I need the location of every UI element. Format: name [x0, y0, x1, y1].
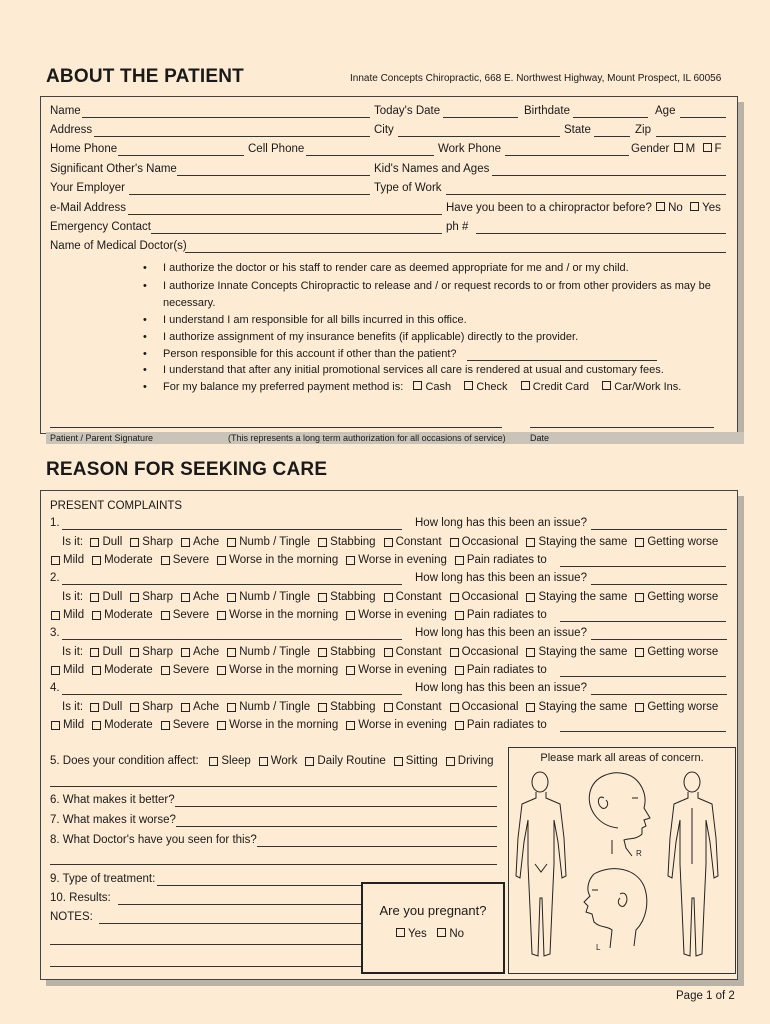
clinic-address: Innate Concepts Chiropractic, 668 E. Northwest Highway, Mount Prospect, IL 60056 [350, 73, 722, 84]
back-body-figure [668, 772, 718, 956]
ph-field[interactable] [476, 233, 726, 234]
severity-row: Mild Moderate Severe Worse in the morning Worse in evening Pain radiates to [50, 719, 554, 731]
cell-phone-field[interactable] [306, 155, 434, 156]
severity-checkbox[interactable] [455, 611, 464, 620]
emergency-field[interactable] [151, 233, 442, 234]
severity-checkbox[interactable] [51, 666, 60, 675]
city-field[interactable] [398, 136, 560, 137]
affect-driving-checkbox[interactable] [446, 757, 455, 766]
complaint-field[interactable] [62, 584, 402, 585]
todays-date-label: Today's Date [374, 105, 441, 117]
quality-checkbox[interactable] [318, 593, 327, 602]
affect-sitting-checkbox[interactable] [394, 757, 403, 766]
severity-checkbox[interactable] [51, 611, 60, 620]
quality-checkbox[interactable] [181, 593, 190, 602]
front-body-figure [516, 772, 566, 956]
present-complaints-label: PRESENT COMPLAINTS [50, 500, 183, 512]
severity-checkbox[interactable] [51, 721, 60, 730]
better-field[interactable] [175, 806, 497, 807]
how-long-field[interactable] [591, 694, 727, 695]
complaint-number: 1. [50, 517, 60, 529]
signature-note: (This represents a long term authorization for all occasions of service) [228, 433, 506, 443]
how-long-label: How long has this been an issue? [415, 682, 587, 694]
mark-areas-label: Please mark all areas of concern. [540, 752, 704, 764]
worse-label: 7. What makes it worse? [50, 814, 176, 826]
quality-checkbox[interactable] [318, 538, 327, 547]
results-label: 10. Results: [50, 892, 111, 904]
quality-checkbox[interactable] [318, 648, 327, 657]
notes-field[interactable] [99, 923, 361, 924]
quality-checkbox[interactable] [450, 648, 459, 657]
severity-checkbox[interactable] [92, 556, 101, 565]
quality-row: Is it: Dull Sharp Ache Numb / Tingle Stabbing Constant Occasional Staying the same Getting worse [62, 701, 719, 713]
todays-date-field[interactable] [443, 117, 518, 118]
quality-checkbox[interactable] [526, 593, 535, 602]
pregnant-question: Are you pregnant? [379, 903, 487, 918]
complaint-field[interactable] [62, 694, 402, 695]
how-long-field[interactable] [591, 639, 727, 640]
kids-label: Kid's Names and Ages [374, 163, 490, 175]
auth-4: I authorize assignment of my insurance benefits (if applicable) directly to the provider. [163, 331, 579, 343]
doctor-label: Name of Medical Doctor(s) [50, 240, 187, 252]
pay-check-checkbox[interactable] [464, 381, 473, 390]
severity-checkbox[interactable] [455, 666, 464, 675]
quality-checkbox[interactable] [635, 648, 644, 657]
name-field[interactable] [82, 117, 370, 118]
affect-work-checkbox[interactable] [259, 757, 268, 766]
address-label: Address [50, 124, 93, 136]
quality-checkbox[interactable] [181, 703, 190, 712]
radiates-field[interactable] [560, 621, 726, 622]
severity-checkbox[interactable] [217, 556, 226, 565]
severity-checkbox[interactable] [217, 666, 226, 675]
quality-checkbox[interactable] [526, 538, 535, 547]
quality-checkbox[interactable] [450, 538, 459, 547]
severity-checkbox[interactable] [161, 611, 170, 620]
gender-f-checkbox[interactable] [703, 143, 712, 152]
chiro-yes-checkbox[interactable] [690, 202, 699, 211]
pregnant-options: Yes No [395, 928, 464, 940]
condition-affect-row: 5. Does your condition affect: Sleep Work Daily Routine Sitting Driving [50, 755, 494, 767]
results-field[interactable] [118, 904, 361, 905]
auth-7: For my balance my preferred payment method is: Cash Check Credit Card Car/Work Ins. [163, 381, 682, 393]
severity-checkbox[interactable] [455, 721, 464, 730]
doctor-field[interactable] [185, 252, 726, 253]
severity-checkbox[interactable] [92, 666, 101, 675]
quality-checkbox[interactable] [384, 593, 393, 602]
quality-checkbox[interactable] [227, 593, 236, 602]
notes-line-3[interactable] [50, 966, 361, 967]
quality-row: Is it: Dull Sharp Ache Numb / Tingle Stabbing Constant Occasional Staying the same Getting worse [62, 646, 719, 658]
quality-checkbox[interactable] [90, 538, 99, 547]
quality-checkbox[interactable] [90, 593, 99, 602]
complaint-field[interactable] [62, 529, 402, 530]
quality-row: Is it: Dull Sharp Ache Numb / Tingle Stabbing Constant Occasional Staying the same Getting worse [62, 536, 719, 548]
auth-6: I understand that after any initial promotional services all care is rendered at usual and customary fees. [163, 364, 664, 376]
email-label: e-Mail Address [50, 202, 127, 214]
severity-checkbox[interactable] [455, 556, 464, 565]
how-long-label: How long has this been an issue? [415, 572, 587, 584]
quality-checkbox[interactable] [130, 648, 139, 657]
severity-checkbox[interactable] [161, 666, 170, 675]
chiro-no-checkbox[interactable] [656, 202, 665, 211]
auth-1: I authorize the doctor or his staff to render care as deemed appropriate for me and / or my child. [163, 262, 629, 274]
worse-field[interactable] [176, 826, 497, 827]
kids-field[interactable] [492, 175, 726, 176]
left-head-figure [584, 869, 647, 948]
radiates-field[interactable] [560, 731, 726, 732]
body-diagram[interactable] [508, 768, 736, 970]
zip-label: Zip [635, 124, 651, 136]
quality-checkbox[interactable] [227, 538, 236, 547]
radiates-field[interactable] [560, 676, 726, 677]
severity-checkbox[interactable] [346, 556, 355, 565]
severity-checkbox[interactable] [92, 721, 101, 730]
doctors-seen-label: 8. What Doctor's have you seen for this? [50, 834, 257, 846]
employer-field[interactable] [129, 194, 370, 195]
side-head-figure [589, 773, 650, 856]
work-phone-field[interactable] [505, 155, 629, 156]
quality-checkbox[interactable] [450, 593, 459, 602]
how-long-label: How long has this been an issue? [415, 517, 587, 529]
quality-checkbox[interactable] [526, 648, 535, 657]
auth-3: I understand I am responsible for all bills incurred in this office. [163, 314, 467, 326]
how-long-label: How long has this been an issue? [415, 627, 587, 639]
date-label: Date [530, 433, 550, 443]
quality-checkbox[interactable] [635, 538, 644, 547]
severity-checkbox[interactable] [161, 556, 170, 565]
quality-checkbox[interactable] [318, 703, 327, 712]
pay-cash-checkbox[interactable] [413, 381, 422, 390]
auth-2: I authorize Innate Concepts Chiropractic to release and / or request records to or from other providers as may be [163, 280, 711, 292]
quality-checkbox[interactable] [227, 703, 236, 712]
signature-date-field[interactable] [530, 427, 714, 428]
treatment-label: 9. Type of treatment: [50, 873, 156, 885]
notes-line-2[interactable] [50, 944, 361, 945]
pregnant-no-checkbox[interactable] [437, 928, 446, 937]
severity-checkbox[interactable] [346, 721, 355, 730]
home-phone-label: Home Phone [50, 143, 118, 155]
ph-label: ph # [446, 221, 469, 233]
pregnant-yes-checkbox[interactable] [396, 928, 405, 937]
treatment-field[interactable] [157, 885, 361, 886]
significant-other-field[interactable] [177, 175, 370, 176]
severity-checkbox[interactable] [346, 666, 355, 675]
complaint-number: 2. [50, 572, 60, 584]
birthdate-field[interactable] [573, 117, 648, 118]
quality-checkbox[interactable] [526, 703, 535, 712]
age-field[interactable] [680, 117, 726, 118]
email-field[interactable] [128, 214, 442, 215]
severity-row: Mild Moderate Severe Worse in the morning Worse in evening Pain radiates to [50, 554, 554, 566]
zip-field[interactable] [656, 136, 726, 137]
how-long-field[interactable] [591, 529, 727, 530]
chiro-before-label: Have you been to a chiropractor before? No Yes [446, 202, 721, 214]
quality-row: Is it: Dull Sharp Ache Numb / Tingle Stabbing Constant Occasional Staying the same Getting worse [62, 591, 719, 603]
employer-label: Your Employer [50, 182, 126, 194]
affect-routine-checkbox[interactable] [305, 757, 314, 766]
auth-2b: necessary. [163, 297, 216, 309]
severity-row: Mild Moderate Severe Worse in the morning Worse in evening Pain radiates to [50, 609, 554, 621]
birthdate-label: Birthdate [524, 105, 571, 117]
doctors-seen-line-2[interactable] [50, 864, 497, 865]
type-of-work-label: Type of Work [374, 182, 442, 194]
page-title: ABOUT THE PATIENT [46, 66, 244, 87]
severity-checkbox[interactable] [161, 721, 170, 730]
page-number: Page 1 of 2 [676, 990, 735, 1002]
doctors-seen-field[interactable] [257, 846, 497, 847]
severity-checkbox[interactable] [346, 611, 355, 620]
quality-checkbox[interactable] [181, 648, 190, 657]
severity-checkbox[interactable] [92, 611, 101, 620]
pay-ins-checkbox[interactable] [602, 381, 611, 390]
emergency-label: Emergency Contact [50, 221, 151, 233]
quality-checkbox[interactable] [227, 648, 236, 657]
severity-checkbox[interactable] [51, 556, 60, 565]
side-l-label: L [596, 943, 601, 952]
severity-checkbox[interactable] [217, 721, 226, 730]
affect-notes-line[interactable] [50, 786, 497, 787]
reason-title: REASON FOR SEEKING CARE [46, 459, 328, 480]
quality-checkbox[interactable] [635, 593, 644, 602]
name-label: Name [50, 105, 81, 117]
city-label: City [374, 124, 394, 136]
complaint-number: 4. [50, 682, 60, 694]
quality-checkbox[interactable] [384, 703, 393, 712]
quality-checkbox[interactable] [130, 703, 139, 712]
quality-checkbox[interactable] [90, 703, 99, 712]
address-field[interactable] [94, 136, 370, 137]
severity-checkbox[interactable] [217, 611, 226, 620]
work-phone-label: Work Phone [438, 143, 502, 155]
type-of-work-field[interactable] [446, 194, 726, 195]
responsible-person-field[interactable] [467, 360, 657, 361]
significant-other-label: Significant Other's Name [50, 163, 177, 175]
state-field[interactable] [594, 136, 630, 137]
affect-sleep-checkbox[interactable] [209, 757, 218, 766]
quality-checkbox[interactable] [90, 648, 99, 657]
age-label: Age [655, 105, 676, 117]
signature-label: Patient / Parent Signature [50, 433, 154, 443]
complaint-field[interactable] [62, 639, 402, 640]
complaint-number: 3. [50, 627, 60, 639]
pay-credit-checkbox[interactable] [521, 381, 530, 390]
better-label: 6. What makes it better? [50, 794, 175, 806]
severity-row: Mild Moderate Severe Worse in the morning Worse in evening Pain radiates to [50, 664, 554, 676]
quality-checkbox[interactable] [181, 538, 190, 547]
cell-phone-label: Cell Phone [248, 143, 305, 155]
side-r-label: R [636, 849, 642, 858]
gender-label: Gender M F [631, 143, 722, 155]
quality-checkbox[interactable] [130, 593, 139, 602]
quality-checkbox[interactable] [450, 703, 459, 712]
notes-label: NOTES: [50, 911, 93, 923]
state-label: State [564, 124, 591, 136]
signature-field[interactable] [50, 427, 502, 428]
gender-m-checkbox[interactable] [674, 143, 683, 152]
quality-checkbox[interactable] [635, 703, 644, 712]
quality-checkbox[interactable] [130, 538, 139, 547]
radiates-field[interactable] [560, 566, 726, 567]
quality-checkbox[interactable] [384, 648, 393, 657]
how-long-field[interactable] [591, 584, 727, 585]
auth-5: Person responsible for this account if other than the patient? [163, 348, 457, 360]
home-phone-field[interactable] [118, 155, 244, 156]
quality-checkbox[interactable] [384, 538, 393, 547]
